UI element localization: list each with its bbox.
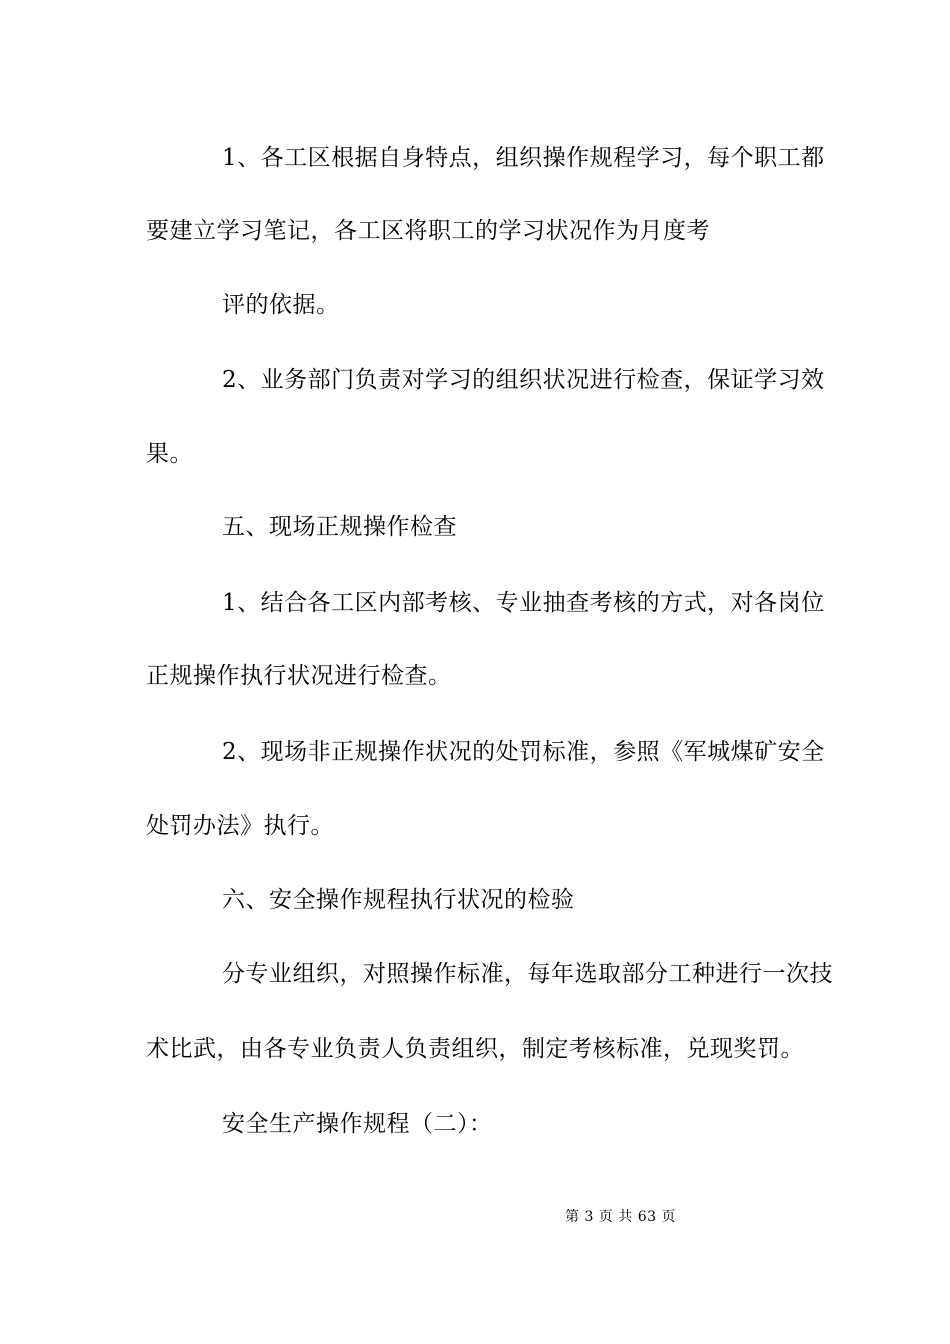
paragraph-line: 果。 [146, 441, 193, 467]
paragraph-line: 1、结合各工区内部考核、专业抽查考核的方式，对各岗位 [222, 590, 825, 616]
paragraph-line: 正规操作执行状况进行检查。 [146, 663, 452, 689]
paragraph-line: 2、业务部门负责对学习的组织状况进行检查，保证学习效 [222, 367, 825, 393]
section-heading: 六、安全操作规程执行状况的检验 [222, 887, 575, 913]
page-number-footer: 第 3 页 共 63 页 [565, 1209, 676, 1225]
section-heading: 安全生产操作规程（二）： [222, 1111, 493, 1137]
paragraph-line: 要建立学习笔记，各工区将职工的学习状况作为月度考 [146, 218, 710, 244]
section-heading: 五、现场正规操作检查 [222, 514, 457, 540]
paragraph-line: 分专业组织，对照操作标准，每年选取部分工种进行一次技 [222, 961, 833, 987]
paragraph-line: 术比武，由各专业负责人负责组织，制定考核标准，兑现奖罚。 [146, 1036, 804, 1062]
paragraph-line: 1、各工区根据自身特点，组织操作规程学习，每个职工都 [222, 145, 825, 171]
paragraph-line: 评的依据。 [222, 292, 340, 318]
paragraph-line: 处罚办法》执行。 [146, 813, 334, 839]
paragraph-line: 2、现场非正规操作状况的处罚标准，参照《军城煤矿安全 [222, 739, 825, 765]
